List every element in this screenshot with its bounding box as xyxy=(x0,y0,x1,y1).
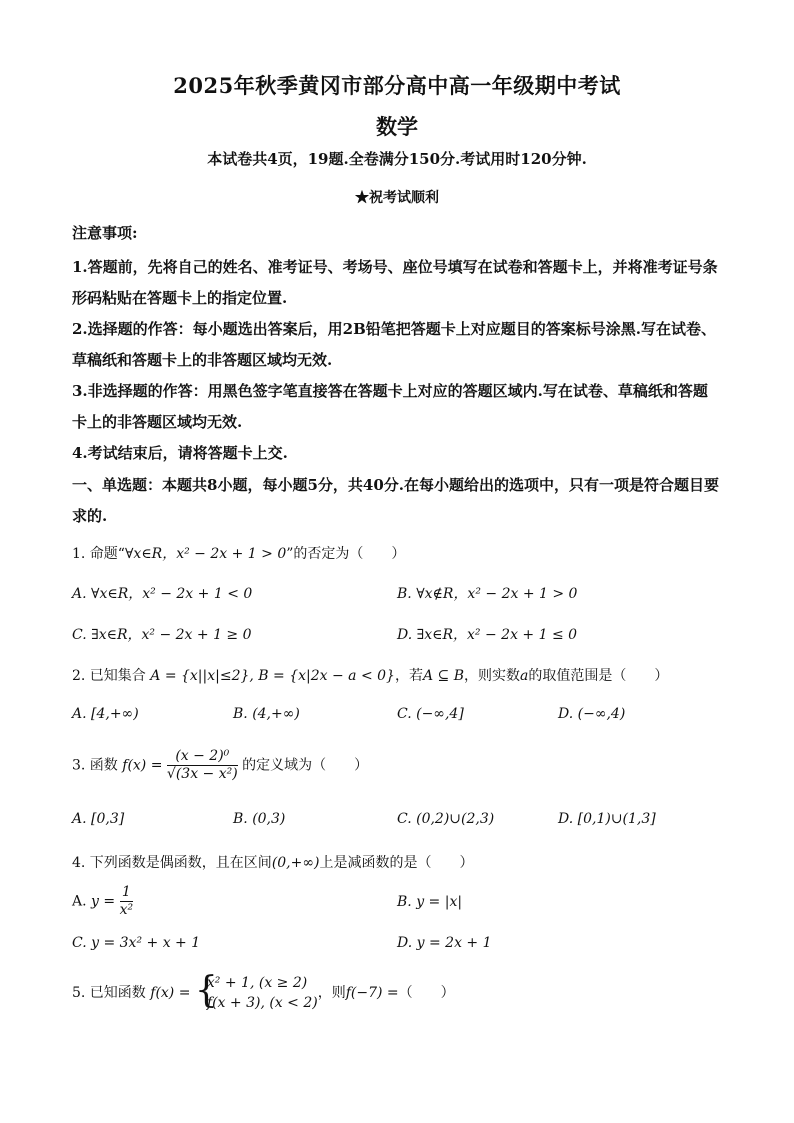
question-5-case-1: x² + 1, (x ≥ 2) xyxy=(206,975,308,991)
q3-option-b: B. (0,3) xyxy=(233,811,286,827)
question-4 xyxy=(72,852,474,872)
question-2-subset: A ⊆ B xyxy=(422,668,464,684)
question-2-var: a xyxy=(520,668,529,684)
q1-option-d: D. ∃x∈R，x² − 2x + 1 ≤ 0 xyxy=(397,627,578,643)
q2-option-a: A. [4,+∞) xyxy=(72,706,139,722)
q3-option-c: C. (0,2)∪(2,3) xyxy=(397,811,495,827)
exam-title: 2025年秋季黄冈市部分高中高一年级期中考试 xyxy=(173,73,621,98)
q2-option-c: C. (−∞,4] xyxy=(397,706,464,722)
note-item-2: 2.选择题的作答：每小题选出答案后，用2B铅笔把答题卡上对应题目的答案标号涂黑.写在试卷、草稿纸和答题卡上的非答题区域均无效. xyxy=(72,320,717,369)
note-item-3: 3.非选择题的作答：用黑色签字笔直接答在答题卡上对应的答题区域内.写在试卷、草稿纸和答题卡上的非答题区域均无效. xyxy=(72,382,708,431)
question-3-suffix: 的定义域为（ ） xyxy=(242,757,369,774)
q4-option-a-numerator: 1 xyxy=(120,884,134,902)
q4-option-b: B. y = |x| xyxy=(397,894,463,910)
notes-heading: 注意事项: xyxy=(72,224,138,242)
question-3 xyxy=(72,748,368,783)
question-3-denominator: √(3x − x²) xyxy=(166,766,238,782)
question-2-sets: A = {x||x|≤2}, B = {x|2x − a < 0} xyxy=(150,668,395,684)
note-item-4: 4.考试结束后，请将答题卡上交. xyxy=(72,444,288,462)
question-2-suffix: 的取值范围是（ ） xyxy=(528,668,669,684)
question-3-numerator: (x − 2)⁰ xyxy=(167,748,238,766)
question-5-expr: f(−7) = xyxy=(345,985,399,1001)
question-1-prefix: 1. 命题“ xyxy=(72,546,125,562)
exam-wish: ★祝考试顺利 xyxy=(355,190,439,206)
section-heading: 一、单选题：本题共8小题，每小题5分，共40分.在每小题给出的选项中，只有一项是符合题目要求的. xyxy=(72,476,719,525)
q1-option-b: B. ∀x∉R，x² − 2x + 1 > 0 xyxy=(397,586,578,602)
q2-option-d: D. (−∞,4) xyxy=(558,706,626,722)
question-1-suffix: ”的否定为（ ） xyxy=(286,546,406,562)
q1-option-a: A. ∀x∈R，x² − 2x + 1 < 0 xyxy=(72,586,253,602)
question-3-fraction xyxy=(167,748,238,783)
q4-option-a-label: A. xyxy=(72,893,87,910)
q4-option-a-lhs: y = xyxy=(91,893,116,910)
question-1 xyxy=(72,543,405,563)
note-item-1: 1.答题前，先将自己的姓名、准考证号、考场号、座位号填写在试卷和答题卡上，并将准考证号条形码粘贴在答题卡上的指定位置. xyxy=(72,258,718,307)
question-5-piecewise xyxy=(194,970,318,1013)
q3-option-a: A. [0,3] xyxy=(72,811,125,827)
question-3-fx: f(x) = xyxy=(122,757,163,774)
q4-option-d: D. y = 2x + 1 xyxy=(397,935,492,951)
question-4-interval: (0,+∞) xyxy=(271,855,320,871)
question-2-mid: ，若 xyxy=(394,668,423,684)
question-5-prefix: 5. 已知函数 xyxy=(72,985,146,1001)
question-2-mid2: ，则实数 xyxy=(464,668,520,684)
exam-info: 本试卷共4页，19题.全卷满分150分.考试用时120分钟. xyxy=(207,150,587,168)
q4-option-a-fraction xyxy=(120,884,134,919)
question-2 xyxy=(72,665,668,685)
q2-option-b: B. (4,+∞) xyxy=(233,706,300,722)
question-1-math: ∀x∈R，x² − 2x + 1 > 0 xyxy=(124,546,287,562)
question-5 xyxy=(72,970,455,1013)
q4-option-a-denominator: x² xyxy=(119,902,134,918)
question-5-fx: f(x) = xyxy=(150,985,191,1001)
question-4-prefix: 4. 下列函数是偶函数，且在区间 xyxy=(72,855,272,871)
question-3-prefix: 3. 函数 xyxy=(72,757,118,774)
question-5-mid: ，则 xyxy=(317,985,346,1001)
left-brace-icon: { xyxy=(194,970,218,1011)
q4-option-c: C. y = 3x² + x + 1 xyxy=(72,935,201,951)
question-2-prefix: 2. 已知集合 xyxy=(72,668,146,684)
q4-option-a xyxy=(72,884,133,919)
q3-option-d: D. [0,1)∪(1,3] xyxy=(558,811,656,827)
question-4-suffix: 上是减函数的是（ ） xyxy=(319,855,474,871)
question-5-suffix: （ ） xyxy=(398,985,455,1001)
q1-option-c: C. ∃x∈R，x² − 2x + 1 ≥ 0 xyxy=(72,627,252,643)
exam-subject: 数学 xyxy=(376,114,418,139)
question-5-case-2: f(x + 3), (x < 2) xyxy=(206,995,318,1011)
